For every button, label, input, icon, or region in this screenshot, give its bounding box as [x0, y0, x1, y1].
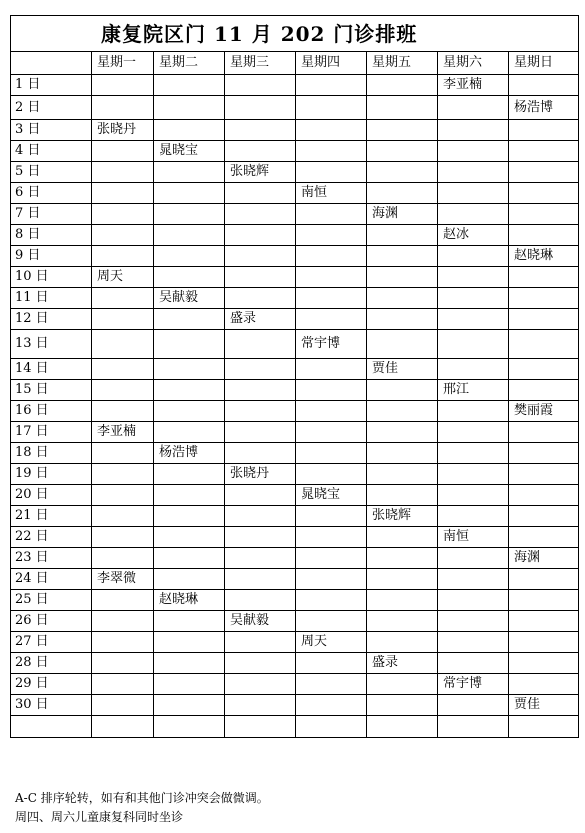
day-label: 15 日: [11, 380, 92, 401]
day-row: [11, 401, 579, 422]
day-row: [11, 527, 579, 548]
day-row: [11, 611, 579, 632]
doctor-cell: [296, 120, 367, 141]
doctor-cell: 贾佳: [509, 695, 579, 716]
doctor-cell: [509, 141, 579, 162]
day-label: 29 日: [11, 674, 92, 695]
doctor-cell: [154, 267, 225, 288]
doctor-cell: [154, 246, 225, 267]
doctor-cell: [367, 443, 438, 464]
day-row: [11, 422, 579, 443]
day-label: 10 日: [11, 267, 92, 288]
doctor-cell: [225, 75, 296, 96]
blank-cell: [509, 716, 579, 738]
doctor-cell: [225, 267, 296, 288]
day-row: [11, 632, 579, 653]
blank-row: [11, 716, 579, 738]
doctor-cell: [225, 527, 296, 548]
doctor-cell: [154, 225, 225, 246]
doctor-cell: 常宇博: [438, 674, 509, 695]
doctor-cell: [225, 225, 296, 246]
day-row: [11, 204, 579, 225]
blank-cell: [438, 716, 509, 738]
doctor-cell: [367, 330, 438, 359]
doctor-cell: [367, 183, 438, 204]
doctor-cell: [154, 120, 225, 141]
doctor-cell: [92, 401, 154, 422]
blank-cell: [11, 716, 92, 738]
doctor-cell: [367, 288, 438, 309]
doctor-cell: 杨浩博: [154, 443, 225, 464]
doctor-cell: [296, 267, 367, 288]
doctor-cell: 晁晓宝: [296, 485, 367, 506]
day-row: [11, 485, 579, 506]
doctor-cell: 晁晓宝: [154, 141, 225, 162]
day-row: [11, 183, 579, 204]
doctor-cell: [296, 309, 367, 330]
day-label: 23 日: [11, 548, 92, 569]
doctor-cell: [438, 506, 509, 527]
weekday-header: 星期六: [438, 52, 509, 75]
doctor-cell: [438, 464, 509, 485]
day-row: [11, 443, 579, 464]
doctor-cell: [509, 632, 579, 653]
doctor-cell: [367, 695, 438, 716]
doctor-cell: [296, 288, 367, 309]
doctor-cell: [438, 359, 509, 380]
doctor-cell: [92, 485, 154, 506]
doctor-cell: [509, 225, 579, 246]
doctor-cell: [154, 309, 225, 330]
doctor-cell: 赵晓琳: [154, 590, 225, 611]
doctor-cell: [438, 485, 509, 506]
doctor-cell: [509, 611, 579, 632]
doctor-cell: 周天: [92, 267, 154, 288]
day-row: [11, 141, 579, 162]
day-label: 5 日: [11, 162, 92, 183]
weekday-header: 星期三: [225, 52, 296, 75]
doctor-cell: [438, 267, 509, 288]
day-label: 4 日: [11, 141, 92, 162]
blank-cell: [296, 716, 367, 738]
doctor-cell: [438, 401, 509, 422]
page-title: 康复院区门 11 月 202 门诊排班: [11, 16, 579, 52]
doctor-cell: [509, 309, 579, 330]
doctor-cell: [367, 590, 438, 611]
day-label: 12 日: [11, 309, 92, 330]
doctor-cell: [92, 162, 154, 183]
doctor-cell: [367, 267, 438, 288]
doctor-cell: [225, 695, 296, 716]
doctor-cell: [296, 653, 367, 674]
doctor-cell: [92, 527, 154, 548]
day-label: 9 日: [11, 246, 92, 267]
doctor-cell: [509, 380, 579, 401]
doctor-cell: [154, 653, 225, 674]
doctor-cell: [438, 120, 509, 141]
doctor-cell: [296, 204, 367, 225]
blank-cell: [154, 716, 225, 738]
doctor-cell: [296, 674, 367, 695]
doctor-cell: [509, 590, 579, 611]
doctor-cell: 邢江: [438, 380, 509, 401]
doctor-cell: [296, 590, 367, 611]
doctor-cell: [225, 506, 296, 527]
doctor-cell: [92, 464, 154, 485]
doctor-cell: [367, 246, 438, 267]
doctor-cell: [438, 330, 509, 359]
doctor-cell: [438, 162, 509, 183]
day-row: [11, 653, 579, 674]
doctor-cell: [509, 120, 579, 141]
doctor-cell: [92, 590, 154, 611]
doctor-cell: 贾佳: [367, 359, 438, 380]
doctor-cell: [154, 674, 225, 695]
doctor-cell: [154, 359, 225, 380]
doctor-cell: [438, 309, 509, 330]
doctor-cell: [509, 162, 579, 183]
day-row: [11, 380, 579, 401]
doctor-cell: 张晓丹: [92, 120, 154, 141]
doctor-cell: [92, 309, 154, 330]
doctor-cell: [225, 485, 296, 506]
doctor-cell: [92, 548, 154, 569]
doctor-cell: [296, 359, 367, 380]
note-line: A-C 排序轮转，如有和其他门诊冲突会做微调。: [15, 791, 269, 805]
doctor-cell: [367, 120, 438, 141]
doctor-cell: [438, 632, 509, 653]
doctor-cell: 吴献毅: [225, 611, 296, 632]
doctor-cell: [225, 422, 296, 443]
doctor-cell: [438, 422, 509, 443]
doctor-cell: [225, 288, 296, 309]
doctor-cell: [296, 527, 367, 548]
doctor-cell: [367, 401, 438, 422]
doctor-cell: [225, 380, 296, 401]
doctor-cell: [296, 548, 367, 569]
doctor-cell: [154, 464, 225, 485]
doctor-cell: [225, 632, 296, 653]
doctor-cell: [154, 401, 225, 422]
doctor-cell: [509, 330, 579, 359]
doctor-cell: 常宇博: [296, 330, 367, 359]
doctor-cell: [438, 695, 509, 716]
doctor-cell: [92, 288, 154, 309]
day-label: 3 日: [11, 120, 92, 141]
doctor-cell: [438, 288, 509, 309]
doctor-cell: [225, 183, 296, 204]
doctor-cell: [225, 330, 296, 359]
doctor-cell: [154, 611, 225, 632]
day-row: [11, 548, 579, 569]
day-row: [11, 225, 579, 246]
doctor-cell: [154, 569, 225, 590]
day-label: 2 日: [11, 96, 92, 120]
doctor-cell: [509, 464, 579, 485]
doctor-cell: [509, 443, 579, 464]
day-label: 30 日: [11, 695, 92, 716]
day-row: [11, 590, 579, 611]
doctor-cell: [92, 674, 154, 695]
doctor-cell: [367, 632, 438, 653]
doctor-cell: [509, 267, 579, 288]
day-label: 11 日: [11, 288, 92, 309]
day-label: 8 日: [11, 225, 92, 246]
doctor-cell: [154, 75, 225, 96]
doctor-cell: 樊丽霞: [509, 401, 579, 422]
doctor-cell: 赵晓琳: [509, 246, 579, 267]
doctor-cell: [92, 204, 154, 225]
doctor-cell: 张晓辉: [225, 162, 296, 183]
day-row: [11, 569, 579, 590]
doctor-cell: [509, 569, 579, 590]
doctor-cell: [92, 653, 154, 674]
doctor-cell: [92, 330, 154, 359]
day-label: 20 日: [11, 485, 92, 506]
doctor-cell: [296, 96, 367, 120]
doctor-cell: [92, 632, 154, 653]
doctor-cell: [92, 96, 154, 120]
doctor-cell: [296, 611, 367, 632]
doctor-cell: [438, 183, 509, 204]
blank-cell: [92, 716, 154, 738]
doctor-cell: [296, 246, 367, 267]
doctor-cell: [92, 141, 154, 162]
doctor-cell: [296, 695, 367, 716]
blank-cell: [225, 716, 296, 738]
day-label: 25 日: [11, 590, 92, 611]
day-label: 19 日: [11, 464, 92, 485]
doctor-cell: [367, 75, 438, 96]
notes: [15, 789, 269, 827]
doctor-cell: [509, 422, 579, 443]
doctor-cell: [92, 611, 154, 632]
doctor-cell: [92, 695, 154, 716]
doctor-cell: [154, 96, 225, 120]
doctor-cell: [509, 288, 579, 309]
corner-cell: [11, 52, 92, 75]
doctor-cell: [225, 674, 296, 695]
doctor-cell: [509, 359, 579, 380]
doctor-cell: [92, 246, 154, 267]
doctor-cell: [296, 464, 367, 485]
doctor-cell: [92, 443, 154, 464]
doctor-cell: [154, 527, 225, 548]
doctor-cell: [225, 359, 296, 380]
doctor-cell: [225, 590, 296, 611]
doctor-cell: [92, 380, 154, 401]
doctor-cell: 李翠微: [92, 569, 154, 590]
doctor-cell: [92, 225, 154, 246]
doctor-cell: [509, 506, 579, 527]
note-line: 周四、周六儿童康复科同时坐诊: [15, 810, 184, 824]
doctor-cell: [225, 120, 296, 141]
weekday-header-row: [11, 52, 579, 75]
weekday-header: 星期日: [509, 52, 579, 75]
doctor-cell: [154, 380, 225, 401]
doctor-cell: 周天: [296, 632, 367, 653]
day-row: [11, 695, 579, 716]
doctor-cell: [438, 246, 509, 267]
doctor-cell: 杨浩博: [509, 96, 579, 120]
day-label: 22 日: [11, 527, 92, 548]
doctor-cell: 盛录: [367, 653, 438, 674]
day-label: 13 日: [11, 330, 92, 359]
day-label: 28 日: [11, 653, 92, 674]
day-label: 17 日: [11, 422, 92, 443]
doctor-cell: [296, 569, 367, 590]
doctor-cell: [367, 225, 438, 246]
doctor-cell: [225, 96, 296, 120]
doctor-cell: [92, 75, 154, 96]
doctor-cell: [154, 422, 225, 443]
day-label: 24 日: [11, 569, 92, 590]
doctor-cell: [154, 506, 225, 527]
doctor-cell: 李亚楠: [92, 422, 154, 443]
weekday-header: 星期四: [296, 52, 367, 75]
doctor-cell: [154, 183, 225, 204]
doctor-cell: [367, 96, 438, 120]
doctor-cell: [438, 548, 509, 569]
doctor-cell: [509, 485, 579, 506]
doctor-cell: [154, 330, 225, 359]
doctor-cell: [225, 204, 296, 225]
weekday-header: 星期二: [154, 52, 225, 75]
doctor-cell: [367, 674, 438, 695]
doctor-cell: [367, 309, 438, 330]
doctor-cell: 海渊: [509, 548, 579, 569]
doctor-cell: [438, 569, 509, 590]
doctor-cell: [92, 183, 154, 204]
doctor-cell: [367, 548, 438, 569]
doctor-cell: [154, 485, 225, 506]
doctor-cell: 李亚楠: [438, 75, 509, 96]
doctor-cell: [225, 569, 296, 590]
day-label: 26 日: [11, 611, 92, 632]
doctor-cell: 南恒: [438, 527, 509, 548]
day-label: 18 日: [11, 443, 92, 464]
doctor-cell: 海渊: [367, 204, 438, 225]
doctor-cell: [438, 611, 509, 632]
day-label: 7 日: [11, 204, 92, 225]
day-label: 16 日: [11, 401, 92, 422]
doctor-cell: [509, 204, 579, 225]
doctor-cell: 吴献毅: [154, 288, 225, 309]
doctor-cell: [225, 443, 296, 464]
doctor-cell: [154, 632, 225, 653]
doctor-cell: [296, 75, 367, 96]
day-row: [11, 96, 579, 120]
doctor-cell: [367, 422, 438, 443]
doctor-cell: [225, 401, 296, 422]
doctor-cell: [225, 246, 296, 267]
doctor-cell: [367, 162, 438, 183]
doctor-cell: [154, 548, 225, 569]
doctor-cell: [154, 162, 225, 183]
doctor-cell: [438, 590, 509, 611]
day-row: [11, 120, 579, 141]
day-label: 27 日: [11, 632, 92, 653]
day-row: [11, 309, 579, 330]
doctor-cell: [509, 183, 579, 204]
title-row: [11, 16, 579, 52]
day-row: [11, 75, 579, 96]
day-row: [11, 506, 579, 527]
doctor-cell: [225, 141, 296, 162]
doctor-cell: [296, 162, 367, 183]
doctor-cell: 张晓辉: [367, 506, 438, 527]
doctor-cell: [296, 401, 367, 422]
doctor-cell: [509, 653, 579, 674]
doctor-cell: [296, 380, 367, 401]
day-row: [11, 464, 579, 485]
doctor-cell: [367, 527, 438, 548]
day-row: [11, 359, 579, 380]
doctor-cell: [438, 204, 509, 225]
doctor-cell: [438, 443, 509, 464]
doctor-cell: [296, 422, 367, 443]
doctor-cell: [92, 359, 154, 380]
doctor-cell: [367, 611, 438, 632]
weekday-header: 星期五: [367, 52, 438, 75]
doctor-cell: [296, 443, 367, 464]
doctor-cell: [296, 225, 367, 246]
doctor-cell: [154, 204, 225, 225]
doctor-cell: [225, 653, 296, 674]
day-label: 21 日: [11, 506, 92, 527]
doctor-cell: [438, 653, 509, 674]
doctor-cell: [92, 506, 154, 527]
doctor-cell: [438, 96, 509, 120]
day-label: 14 日: [11, 359, 92, 380]
doctor-cell: [509, 527, 579, 548]
doctor-cell: [367, 569, 438, 590]
doctor-cell: [509, 75, 579, 96]
blank-cell: [367, 716, 438, 738]
day-row: [11, 246, 579, 267]
doctor-cell: [438, 141, 509, 162]
doctor-cell: [367, 380, 438, 401]
day-row: [11, 267, 579, 288]
schedule-table: [10, 15, 579, 738]
doctor-cell: 盛录: [225, 309, 296, 330]
weekday-header: 星期一: [92, 52, 154, 75]
doctor-cell: [154, 695, 225, 716]
day-label: 1 日: [11, 75, 92, 96]
doctor-cell: [367, 485, 438, 506]
doctor-cell: 张晓丹: [225, 464, 296, 485]
doctor-cell: [296, 141, 367, 162]
day-row: [11, 288, 579, 309]
day-row: [11, 674, 579, 695]
doctor-cell: [367, 464, 438, 485]
day-row: [11, 162, 579, 183]
doctor-cell: [509, 674, 579, 695]
day-rows: [11, 75, 579, 716]
day-row: [11, 330, 579, 359]
doctor-cell: 赵冰: [438, 225, 509, 246]
doctor-cell: [296, 506, 367, 527]
doctor-cell: [225, 548, 296, 569]
day-label: 6 日: [11, 183, 92, 204]
doctor-cell: 南恒: [296, 183, 367, 204]
doctor-cell: [367, 141, 438, 162]
